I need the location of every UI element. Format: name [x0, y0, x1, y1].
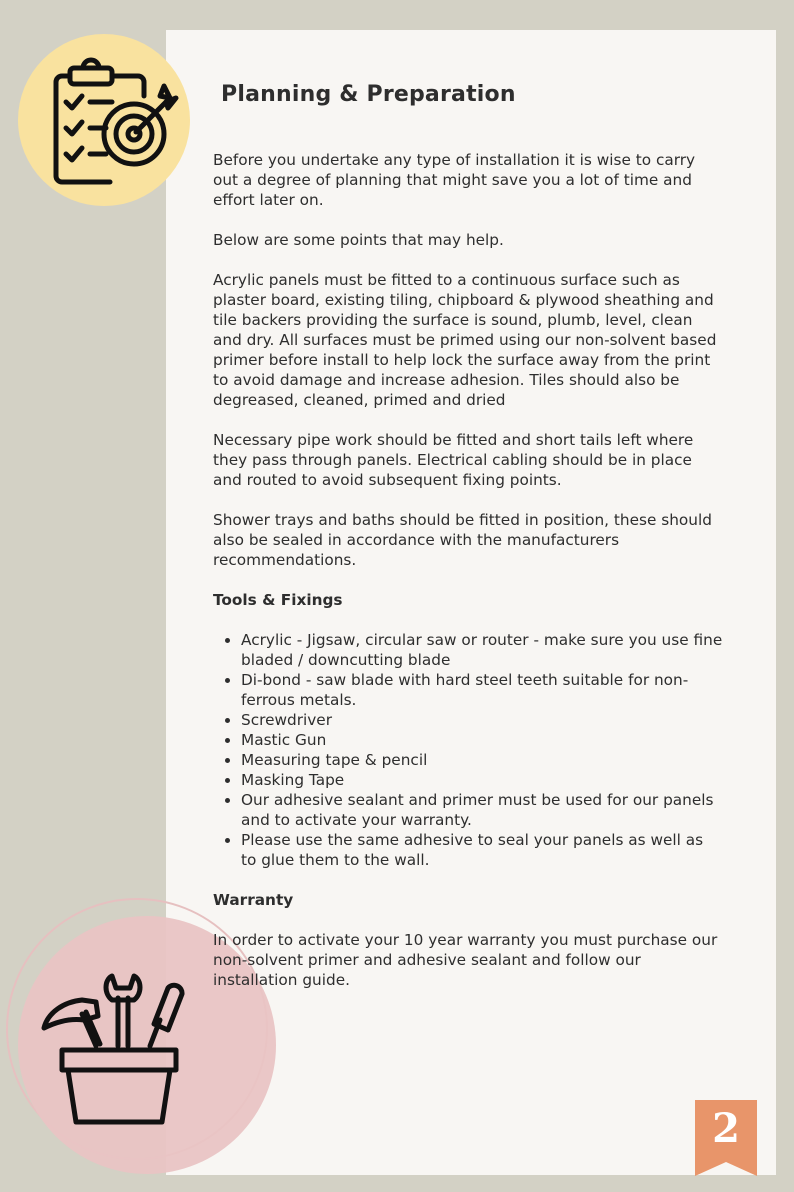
list-item: • Screwdriver	[241, 710, 723, 730]
list-item: • Our adhesive sealant and primer must be used for our panels and to activate your warranty.	[241, 790, 723, 830]
list-item: • Acrylic - Jigsaw, circular saw or router - make sure you use fine bladed / downcutting blade	[241, 630, 723, 670]
checklist-target-icon	[50, 56, 180, 186]
list-item: • Mastic Gun	[241, 730, 723, 750]
intro-paragraph: Below are some points that may help.	[213, 231, 504, 249]
list-item: • Masking Tape	[241, 770, 723, 790]
list-item: • Measuring tape & pencil	[241, 750, 723, 770]
list-item: • Di-bond - saw blade with hard steel teeth suitable for non-ferrous metals.	[241, 670, 723, 710]
page-number: 2	[712, 1105, 740, 1152]
page-title: Planning & Preparation	[221, 82, 516, 107]
toolbox-icon	[38, 972, 198, 1132]
tools-heading: Tools & Fixings	[213, 591, 343, 609]
main-content	[213, 150, 723, 1010]
intro-paragraph: Before you undertake any type of installation it is wise to carry out a degree of planning that might save you a lot of time and effort later on.	[213, 151, 696, 209]
warranty-paragraph: In order to activate your 10 year warranty you must purchase our non-solvent primer and adhesive sealant and follow our installation guide.	[213, 931, 718, 989]
shower-tray-paragraph: Shower trays and baths should be fitted in position, these should also be sealed in accordance with the manufacturers recommendations.	[213, 511, 712, 569]
warranty-heading: Warranty	[213, 891, 294, 909]
surface-paragraph: Acrylic panels must be fitted to a continuous surface such as plaster board, existing tiling, chipboard & plywood sheathing and tile backers providing the surface is sound, plumb, level, clean and dry. All surfaces must be primed using our non-solvent based primer before install to help lock the surface away from the print to avoid damage and increase adhesion. Tiles should also be degreased, cleaned, primed and dried	[213, 271, 717, 409]
tools-list	[213, 630, 723, 870]
pipework-paragraph: Necessary pipe work should be fitted and short tails left where they pass through panels. Electrical cabling should be in place and routed to avoid subsequent fixing points.	[213, 431, 694, 489]
list-item: • Please use the same adhesive to seal your panels as well as to glue them to the wall.	[241, 830, 723, 870]
